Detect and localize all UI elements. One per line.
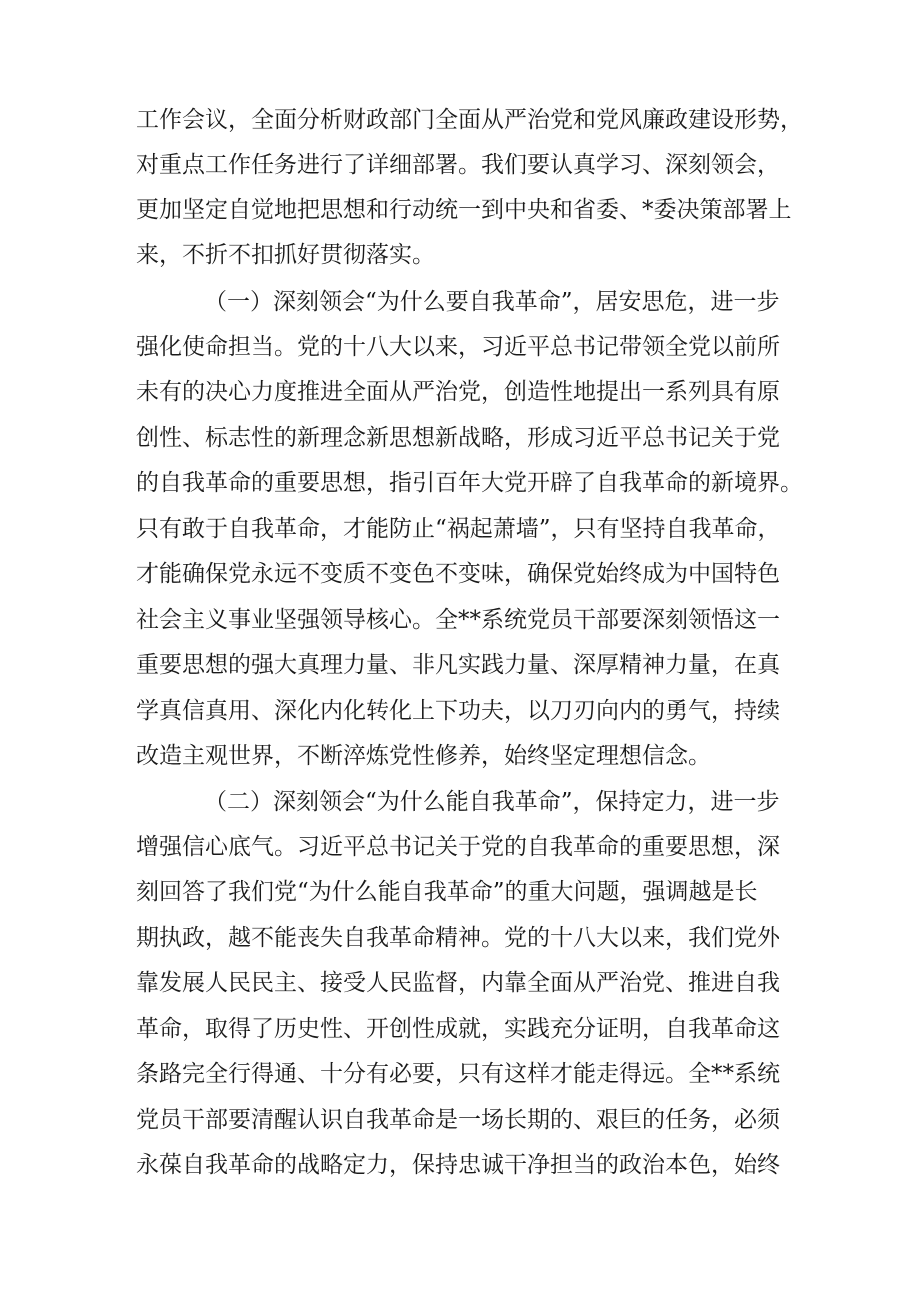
body-line: 未有的决心力度推进全面从严治党，创造性地提出一系列具有原 <box>136 379 780 405</box>
section-heading-1: （一）深刻领会“为什么要自我革命”，居安思危，进一步 <box>204 289 780 315</box>
body-line: 强化使命担当。党的十八大以来，习近平总书记带领全党以前所 <box>136 334 780 360</box>
body-line: 刻回答了我们党“为什么能自我革命”的重大问题，强调越是长 <box>136 879 758 905</box>
body-line: 才能确保党永远不变质不变色不变味，确保党始终成为中国特色 <box>136 561 780 587</box>
body-line: 重要思想的强大真理力量、非凡实践力量、深厚精神力量，在真 <box>136 652 780 678</box>
body-line: 期执政，越不能丧失自我革命精神。党的十八大以来，我们党外 <box>136 925 780 951</box>
body-line: 社会主义事业坚强领导核心。全**系统党员干部要深刻领悟这一 <box>136 607 780 633</box>
body-line: 只有敢于自我革命，才能防止“祸起萧墙”，只有坚持自我革命， <box>136 516 781 542</box>
body-line: 改造主观世界，不断淬炼党性修养，始终坚定理想信念。 <box>136 743 711 769</box>
body-line: 党员干部要清醒认识自我革命是一场长期的、艰巨的任务，必须 <box>136 1107 780 1133</box>
body-line: 学真信真用、深化内化转化上下功夫，以刀刃向内的勇气，持续 <box>136 698 780 724</box>
body-line: 来，不折不扣抓好贯彻落实。 <box>136 242 435 268</box>
body-line: 创性、标志性的新理念新思想新战略，形成习近平总书记关于党 <box>136 425 780 451</box>
body-line: 永葆自我革命的战略定力，保持忠诚干净担当的政治本色，始终 <box>136 1152 780 1178</box>
section-heading-2: （二）深刻领会“为什么能自我革命”，保持定力，进一步 <box>204 789 780 815</box>
body-line: 革命，取得了历史性、开创性成就，实践充分证明，自我革命这 <box>136 1016 780 1042</box>
body-line: 更加坚定自觉地把思想和行动统一到中央和省委、*委决策部署上 <box>136 197 792 223</box>
body-line: 的自我革命的重要思想，指引百年大党开辟了自我革命的新境界。 <box>136 470 803 496</box>
body-line: 对重点工作任务进行了详细部署。我们要认真学习、深刻领会， <box>136 152 780 178</box>
body-line: 增强信心底气。习近平总书记关于党的自我革命的重要思想，深 <box>136 834 780 860</box>
body-line: 靠发展人民民主、接受人民监督，内靠全面从严治党、推进自我 <box>136 970 780 996</box>
body-line: 条路完全行得通、十分有必要，只有这样才能走得远。全**系统 <box>136 1061 780 1087</box>
body-line: 工作会议，全面分析财政部门全面从严治党和党风廉政建设形势， <box>136 107 803 133</box>
